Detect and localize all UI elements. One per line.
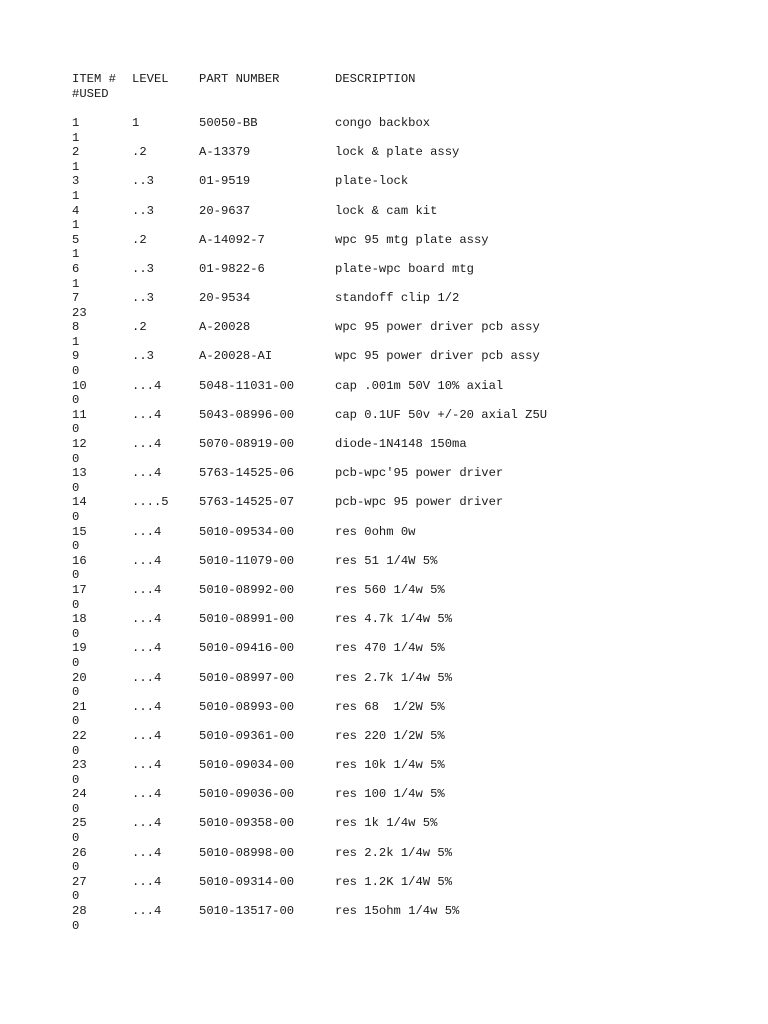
level-cell: .2 [132,320,147,335]
item-cell: 20 [72,670,87,685]
part-number-cell: 5010-09361-00 [199,728,295,743]
item-cell: 14 [72,495,87,510]
table-row [72,233,712,248]
used-count-cell: 0 [72,918,80,933]
level-cell: 1 [132,115,140,130]
item-cell: 24 [72,787,87,802]
table-row [72,729,712,744]
header-gap [72,101,712,116]
part-number-cell: 5010-08998-00 [199,845,295,860]
table-row-used [72,598,712,613]
part-number-cell: 20-9637 [199,203,251,218]
item-cell: 12 [72,437,87,452]
used-count-cell: 0 [72,743,80,758]
description-cell: res 2.7k 1/4w 5% [335,670,453,685]
item-cell: 13 [72,466,87,481]
table-row-used [72,714,712,729]
table-row [72,787,712,802]
level-cell: ...4 [132,816,162,831]
table-row [72,174,712,189]
table-row-used [72,685,712,700]
used-count-cell: 0 [72,422,80,437]
description-cell: lock & plate assy [335,145,460,160]
part-number-cell: A-20028-AI [199,349,273,364]
description-cell: plate-wpc board mtg [335,261,474,276]
table-row [72,554,712,569]
description-cell: pcb-wpc'95 power driver [335,466,504,481]
description-cell: res 15ohm 1/4w 5% [335,904,460,919]
part-number-cell: 5010-08992-00 [199,582,295,597]
level-cell: ...4 [132,378,162,393]
used-count-cell: 1 [72,218,80,233]
level-cell: ...4 [132,466,162,481]
used-count-cell: 0 [72,364,80,379]
table-row [72,291,712,306]
used-count-cell: 0 [72,801,80,816]
item-cell: 9 [72,349,80,364]
description-cell: cap .001m 50V 10% axial [335,378,504,393]
used-count-cell: 0 [72,655,80,670]
description-cell: res 2.2k 1/4w 5% [335,845,453,860]
used-count-cell: 0 [72,597,80,612]
table-row [72,525,712,540]
part-number-cell: A-14092-7 [199,232,265,247]
used-count-cell: 0 [72,831,80,846]
header-used-row [72,87,712,102]
header-part-number: PART NUMBER [199,72,280,86]
table-row [72,437,712,452]
table-row [72,758,712,773]
level-cell: ...4 [132,845,162,860]
table-row-used [72,247,712,262]
level-cell: .2 [132,145,147,160]
table-row-used [72,422,712,437]
table-row [72,466,712,481]
description-cell: lock & cam kit [335,203,438,218]
table-row-used [72,831,712,846]
part-number-cell: 5763-14525-06 [199,466,295,481]
parts-list-document [72,72,712,933]
table-row-used [72,919,712,934]
used-count-cell: 1 [72,276,80,291]
level-cell: ...4 [132,758,162,773]
item-cell: 18 [72,612,87,627]
level-cell: ..3 [132,349,154,364]
header-level: LEVEL [132,72,169,86]
level-cell: ...4 [132,582,162,597]
level-cell: ...4 [132,904,162,919]
level-cell: ...4 [132,670,162,685]
item-cell: 2 [72,145,80,160]
table-row-used [72,860,712,875]
level-cell: .2 [132,232,147,247]
table-row-used [72,218,712,233]
header-item: ITEM # [72,72,116,86]
table-row-used [72,539,712,554]
part-number-cell: 01-9519 [199,174,251,189]
level-cell: ...4 [132,437,162,452]
table-row-used [72,627,712,642]
item-cell: 5 [72,232,80,247]
item-cell: 26 [72,845,87,860]
part-number-cell: 20-9534 [199,291,251,306]
level-cell: ..3 [132,174,154,189]
used-count-cell: 0 [72,480,80,495]
parts-rows [72,116,712,933]
description-cell: res 560 1/4w 5% [335,582,445,597]
item-cell: 15 [72,524,87,539]
table-row-used [72,393,712,408]
table-row-used [72,364,712,379]
description-cell: res 1k 1/4w 5% [335,816,438,831]
item-cell: 22 [72,728,87,743]
part-number-cell: 5010-09534-00 [199,524,295,539]
description-cell: res 10k 1/4w 5% [335,758,445,773]
table-row [72,641,712,656]
item-cell: 19 [72,641,87,656]
used-count-cell: 0 [72,714,80,729]
level-cell: ...4 [132,407,162,422]
part-number-cell: 5010-09358-00 [199,816,295,831]
header-row [72,72,712,87]
level-cell: ...4 [132,787,162,802]
part-number-cell: 5010-11079-00 [199,553,295,568]
description-cell: congo backbox [335,115,431,130]
table-row-used [72,889,712,904]
part-number-cell: 5048-11031-00 [199,378,295,393]
table-row-used [72,335,712,350]
part-number-cell: 5010-09314-00 [199,874,295,889]
part-number-cell: 5010-09034-00 [199,758,295,773]
description-cell: res 68 1/2W 5% [335,699,445,714]
used-count-cell: 1 [72,130,80,145]
used-count-cell: 0 [72,772,80,787]
used-count-cell: 0 [72,510,80,525]
part-number-cell: A-13379 [199,145,251,160]
description-cell: wpc 95 power driver pcb assy [335,349,540,364]
description-cell: wpc 95 power driver pcb assy [335,320,540,335]
part-number-cell: 5070-08919-00 [199,437,295,452]
table-row [72,846,712,861]
table-row-used [72,277,712,292]
used-count-cell: 0 [72,860,80,875]
description-cell: res 100 1/4w 5% [335,787,445,802]
table-row [72,495,712,510]
item-cell: 7 [72,291,80,306]
item-cell: 4 [72,203,80,218]
table-row-used [72,481,712,496]
used-count-cell: 1 [72,159,80,174]
item-cell: 21 [72,699,87,714]
part-number-cell: 01-9822-6 [199,261,265,276]
level-cell: ...4 [132,612,162,627]
used-count-cell: 0 [72,889,80,904]
used-count-cell: 1 [72,188,80,203]
level-cell: ..3 [132,291,154,306]
part-number-cell: 5010-09036-00 [199,787,295,802]
item-cell: 1 [72,115,80,130]
description-cell: cap 0.1UF 50v +/-20 axial Z5U [335,407,548,422]
table-row [72,349,712,364]
level-cell: ..3 [132,203,154,218]
level-cell: ...4 [132,699,162,714]
description-cell: plate-lock [335,174,409,189]
level-cell: ...4 [132,641,162,656]
used-count-cell: 23 [72,305,87,320]
item-cell: 11 [72,407,87,422]
level-cell: ...4 [132,553,162,568]
table-row [72,875,712,890]
description-cell: res 220 1/2W 5% [335,728,445,743]
table-row [72,116,712,131]
header-used: #USED [72,86,109,101]
part-number-cell: 5010-08991-00 [199,612,295,627]
item-cell: 6 [72,261,80,276]
part-number-cell: 5010-08993-00 [199,699,295,714]
table-row-used [72,773,712,788]
item-cell: 8 [72,320,80,335]
level-cell: ....5 [132,495,169,510]
description-cell: diode-1N4148 150ma [335,437,467,452]
part-number-cell: A-20028 [199,320,251,335]
used-count-cell: 1 [72,334,80,349]
description-cell: res 51 1/4W 5% [335,553,438,568]
table-row [72,671,712,686]
table-row-used [72,568,712,583]
description-cell: standoff clip 1/2 [335,291,460,306]
description-cell: res 470 1/4w 5% [335,641,445,656]
used-count-cell: 0 [72,393,80,408]
table-row [72,379,712,394]
header-description: DESCRIPTION [335,72,416,86]
table-row [72,408,712,423]
level-cell: ..3 [132,261,154,276]
used-count-cell: 1 [72,247,80,262]
table-row [72,612,712,627]
item-cell: 23 [72,758,87,773]
table-row-used [72,306,712,321]
table-row [72,320,712,335]
part-number-cell: 5763-14525-07 [199,495,295,510]
description-cell: res 0ohm 0w [335,524,416,539]
level-cell: ...4 [132,874,162,889]
description-cell: res 4.7k 1/4w 5% [335,612,453,627]
item-cell: 25 [72,816,87,831]
used-count-cell: 0 [72,626,80,641]
description-cell: res 1.2K 1/4W 5% [335,874,453,889]
level-cell: ...4 [132,728,162,743]
part-number-cell: 5010-09416-00 [199,641,295,656]
table-row [72,262,712,277]
used-count-cell: 0 [72,685,80,700]
table-row-used [72,160,712,175]
table-row-used [72,131,712,146]
used-count-cell: 0 [72,568,80,583]
item-cell: 27 [72,874,87,889]
part-number-cell: 5043-08996-00 [199,407,295,422]
table-row-used [72,802,712,817]
table-row [72,700,712,715]
table-row-used [72,744,712,759]
table-row [72,204,712,219]
table-row-used [72,452,712,467]
part-number-cell: 5010-13517-00 [199,904,295,919]
item-cell: 3 [72,174,80,189]
table-row [72,145,712,160]
table-row-used [72,189,712,204]
level-cell: ...4 [132,524,162,539]
part-number-cell: 5010-08997-00 [199,670,295,685]
part-number-cell: 50050-BB [199,115,258,130]
description-cell: wpc 95 mtg plate assy [335,232,489,247]
item-cell: 17 [72,582,87,597]
item-cell: 10 [72,378,87,393]
item-cell: 16 [72,553,87,568]
table-row-used [72,656,712,671]
table-row [72,583,712,598]
table-row [72,816,712,831]
table-row [72,904,712,919]
item-cell: 28 [72,904,87,919]
description-cell: pcb-wpc 95 power driver [335,495,504,510]
table-row-used [72,510,712,525]
used-count-cell: 0 [72,539,80,554]
used-count-cell: 0 [72,451,80,466]
